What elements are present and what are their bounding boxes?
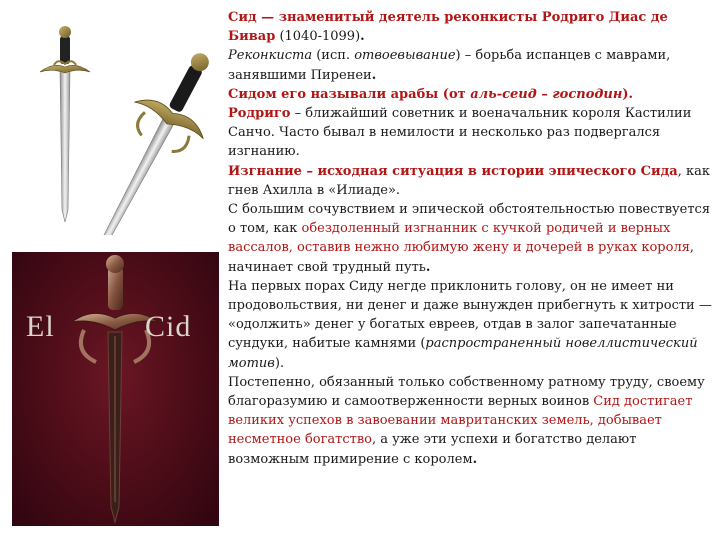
closing: ).	[274, 355, 285, 371]
reconquista-translation: отвоевывание	[354, 48, 456, 64]
success-end: , а уже эти успехи и богатство делают возможным примирение с королем	[228, 432, 637, 467]
reconquista-term: Реконкиста	[228, 48, 313, 64]
cid-translation: господин	[552, 86, 623, 102]
cid-arabic-term: аль-сеид	[470, 86, 537, 102]
dash: –	[536, 86, 553, 102]
cid-intro-highlight: Сид — знаменитый деятель реконкисты Родриго Диас де Бивар	[228, 10, 668, 45]
paragraph-rodrigo	[228, 104, 712, 162]
success-highlight: Сид достигает великих успехов в завоевании мавританских земель, добывает несметное богатство	[228, 394, 693, 448]
el-cid-image	[12, 252, 219, 526]
rodrigo-text: – ближайший советник и военачальник короля Кастилии Санчо. Часто бывал в немилости и несколько раз подвергался изгнанию.	[228, 106, 692, 160]
main-text	[228, 8, 712, 469]
cid-years: (1040-1099)	[279, 29, 361, 45]
reconquista-text: (исп.	[312, 48, 355, 64]
closing: ).	[622, 86, 634, 102]
period: .	[360, 29, 365, 45]
sword-left	[40, 26, 90, 222]
paragraph-reconquista	[228, 46, 712, 84]
paragraph-cid-name	[228, 85, 712, 104]
paragraph-exile	[228, 162, 712, 200]
motif-term: распространенный новеллистический мотив	[228, 336, 698, 371]
paragraph-success	[228, 373, 712, 469]
paragraph-first-steps	[228, 277, 712, 373]
exile-highlight: Изгнание – исходная ситуация в истории эпического Сида	[228, 163, 678, 179]
el-cid-logo-word-cid: Cid	[145, 310, 192, 343]
exile-text: , как гнев Ахилла в «Илиаде».	[228, 163, 710, 198]
period: .	[425, 259, 431, 275]
swords-image	[18, 10, 223, 235]
period: .	[371, 67, 377, 83]
narrative-text: С большим сочувствием и эпической обстоятельностью повествуется о том, как	[228, 202, 711, 237]
first-steps-text: На первых порах Сиду негде приклонить голову, он не имеет ни продовольствия, ни денег и даже вынужден прибегнуть к хитрости — «одолжить» денег у богатых евреев, отдав в залог запечатанные сундуки, набитые камнями (	[228, 278, 712, 352]
el-cid-logo-word-el: El	[26, 310, 55, 343]
cid-name-text: Сидом его называли арабы (от	[228, 86, 471, 102]
narrative-end: , начинает свой трудный путь	[228, 240, 695, 275]
rodrigo-name: Родриго	[228, 106, 291, 122]
paragraph-cid-intro	[228, 8, 712, 46]
reconquista-definition: ) – борьба испанцев с маврами, занявшими Пиренеи	[228, 48, 671, 83]
paragraph-narrative	[228, 200, 712, 277]
narrative-highlight: обездоленный изгнанник с кучкой родичей и верных вассалов, оставив нежно любимую жену и дочерей в руках короля	[228, 221, 690, 256]
period: .	[472, 451, 478, 467]
success-text: Постепенно, обязанный только собственному ратному труду, своему благоразумию и самоотверженности верных воинов	[228, 374, 705, 410]
sword-right	[54, 36, 223, 235]
dagger-graphic	[12, 252, 219, 526]
